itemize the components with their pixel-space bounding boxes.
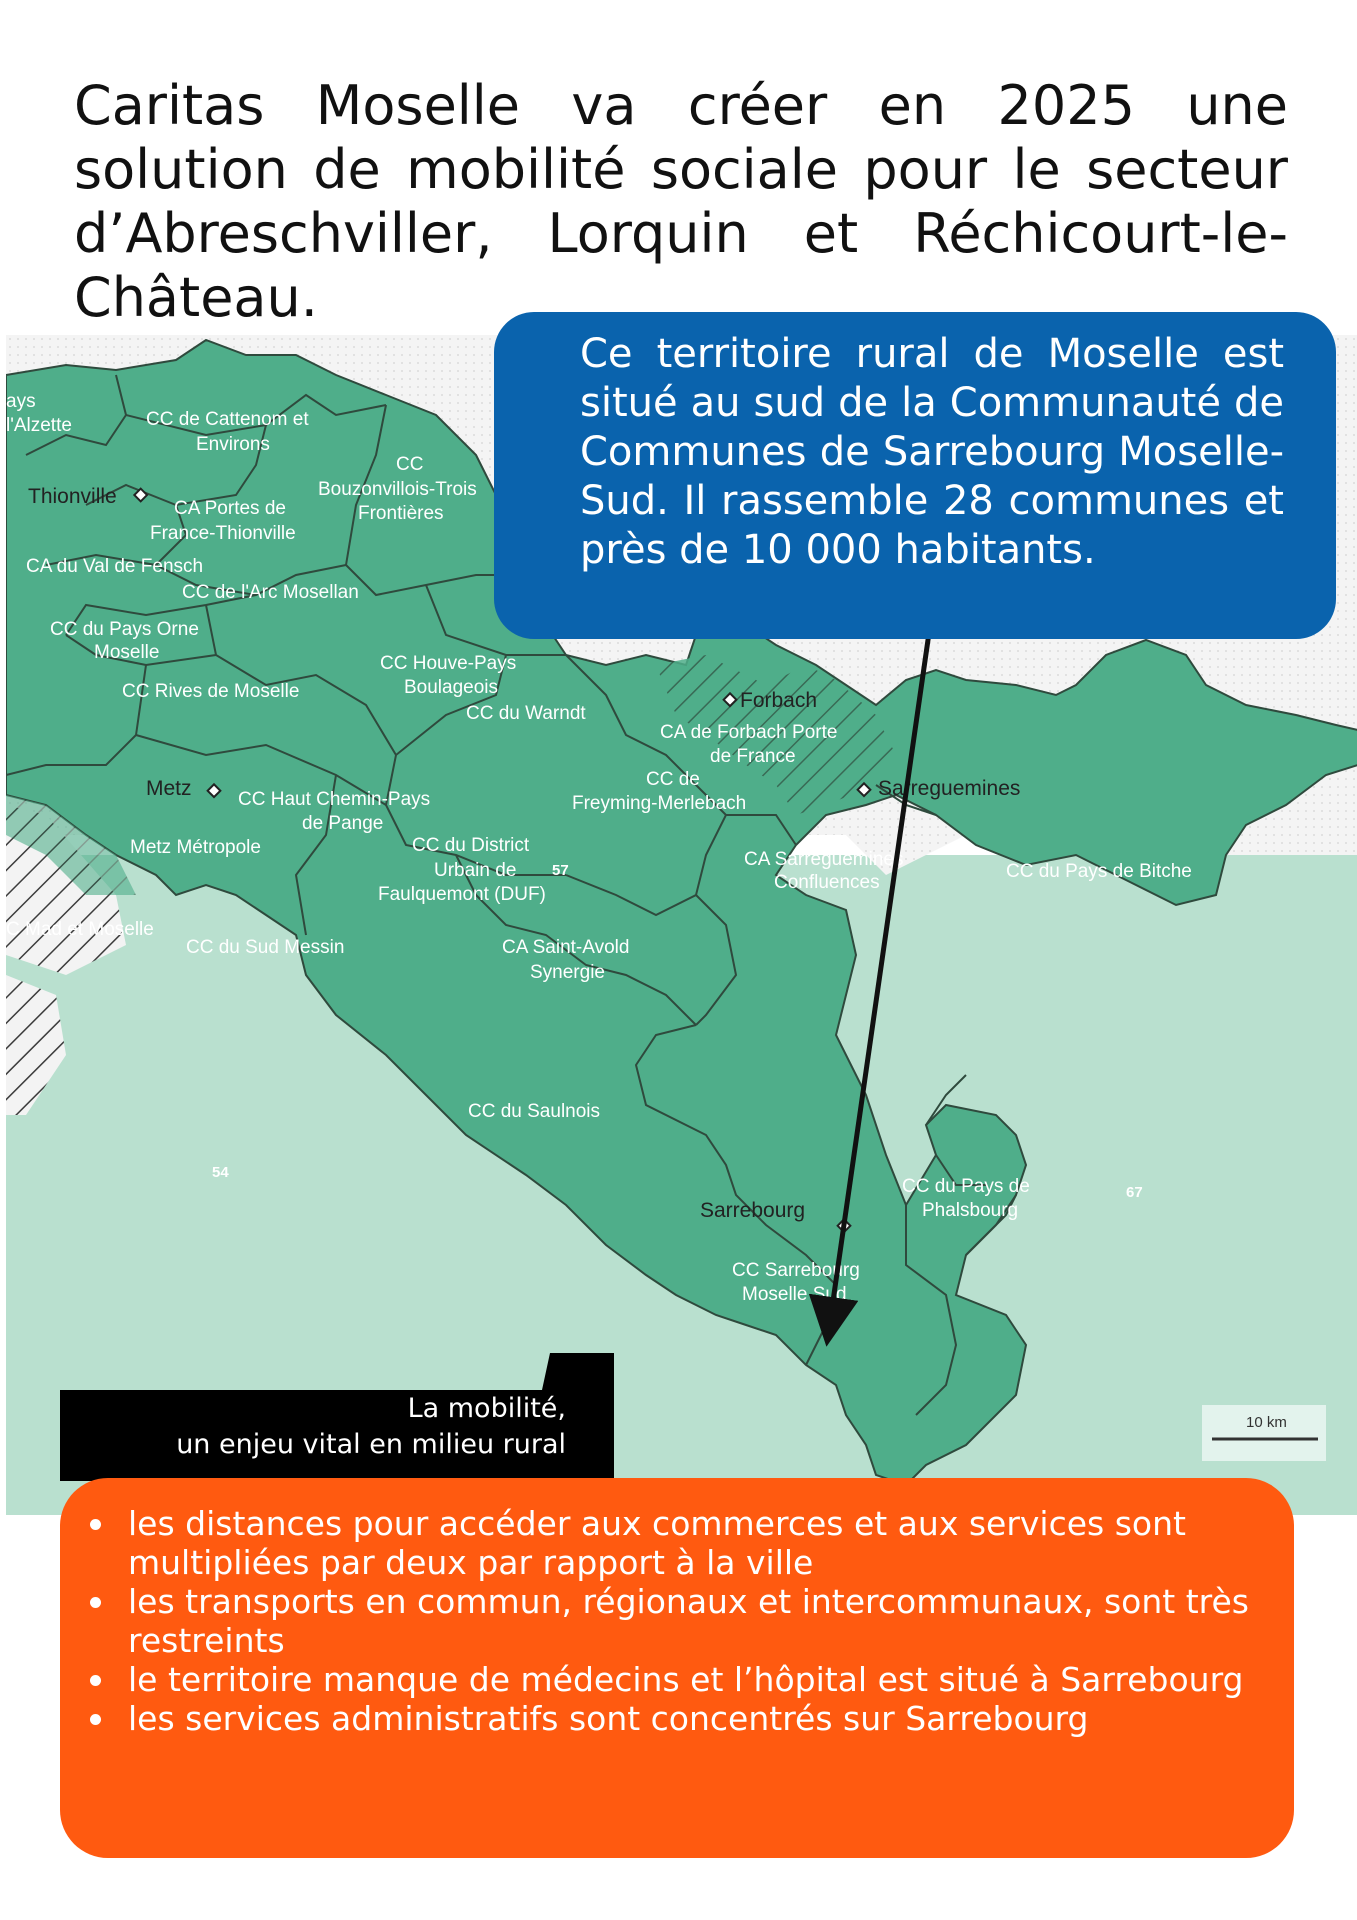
label-sarrebourg-ms-2: Moselle Sud [742,1284,847,1305]
issues-box [60,1478,1294,1858]
label-arc-mosellan: CC de l'Arc Mosellan [182,582,359,603]
issue-item [128,1660,1254,1699]
issue-text: le territoire manque de médecins et l’hôpital est situé à Sarrebourg [128,1660,1244,1699]
label-dep-54: 54 [212,1164,229,1181]
label-phalsbourg: CC du Pays de [902,1176,1030,1197]
label-metz-metropole: Metz Métropole [130,837,261,858]
label-pays-orne: CC du Pays Orne [50,619,199,640]
label-duf-2: Urbain de [434,860,517,881]
label-phalsbourg-2: Phalsbourg [922,1200,1019,1221]
label-portes-france-2: France-Thionville [150,523,296,544]
label-freyming-2: Freyming-Merlebach [572,793,747,814]
label-metz: Metz [146,777,192,800]
label-bouzonvillois-3: Frontières [358,503,444,524]
label-cattenom: CC de Cattenom et [146,409,309,430]
issue-item [128,1582,1254,1660]
label-bouzonvillois: CC [396,454,424,475]
banner-text [176,1391,566,1463]
label-houve: CC Houve-Pays [380,653,517,674]
label-bitche: CC du Pays de Bitche [1006,861,1192,882]
bullet-icon [90,1597,101,1608]
label-sud-messin: CC du Sud Messin [186,937,345,958]
label-haut-chemin: CC Haut Chemin-Pays [238,789,431,810]
label-sarrebourg: Sarrebourg [700,1199,806,1222]
label-saint-avold-2: Synergie [530,962,605,983]
bullet-icon [90,1519,101,1530]
label-saulnois: CC du Saulnois [468,1101,601,1122]
issue-item [128,1504,1254,1582]
label-pays-alzette-2: l'Alzette [6,415,72,436]
issue-text: les transports en commun, régionaux et intercommunaux, sont très restreints [128,1582,1249,1660]
label-duf-3: Faulquemont (DUF) [378,884,546,905]
label-cattenom-2: Environs [196,434,270,455]
headline: Caritas Moselle va créer en 2025 une solution de mobilité sociale pour le secteur d’Abreschviller, Lorquin et Réchicourt-le-Château. [74,74,1288,329]
label-duf: CC du District [412,835,530,856]
section-banner [60,1353,614,1481]
label-sarreguemines-conf-2: Confluences [774,872,880,893]
issue-text: les services administratifs sont concentrés sur Sarrebourg [128,1699,1089,1738]
label-saint-avold: CA Saint-Avold [502,937,630,958]
label-bouzonvillois-2: Bouzonvillois-Trois [318,479,477,500]
bullet-icon [90,1675,101,1686]
issues-list [128,1504,1254,1738]
label-rives-moselle: CC Rives de Moselle [122,681,300,702]
banner-line-2: un enjeu vital en milieu rural [176,1429,566,1460]
label-forbach: Forbach [740,689,818,712]
label-houve-2: Boulageois [404,677,499,698]
label-pays-alzette: ays [6,391,36,412]
label-haut-chemin-2: de Pange [302,813,384,834]
label-sarreguemines: Sarreguemines [878,777,1021,800]
issue-text: les distances pour accéder aux commerces et aux services sont multipliées par deux par rapport à la ville [128,1504,1186,1582]
label-thionville: Thionville [28,485,117,508]
label-sarreguemines-conf: CA Sarreguemines [744,849,904,870]
label-forbach-porte-2: de France [710,746,796,767]
info-callout [494,312,1336,639]
label-mad-moselle: C Mad et Moselle [6,919,154,940]
label-sarrebourg-ms: CC Sarrebourg [732,1260,860,1281]
label-portes-france: CA Portes de [174,498,286,519]
label-warndt: CC du Warndt [466,703,586,724]
label-pays-orne-2: Moselle [94,642,160,663]
callout-text: Ce territoire rural de Moselle est situé au sud de la Communauté de Communes de Sarrebourg Moselle-Sud. Il rassemble 28 communes et près de 10 000 habitants. [580,331,1284,573]
label-dep-57: 57 [552,862,569,879]
label-dep-67: 67 [1126,1184,1143,1201]
label-freyming: CC de [646,769,700,790]
bullet-icon [90,1714,101,1725]
banner-line-1: La mobilité, [407,1393,566,1424]
label-val-fensch: CA du Val de Fensch [26,556,204,577]
label-forbach-porte: CA de Forbach Porte [660,722,838,743]
arrow-line [830,626,930,1322]
scale-label: 10 km [1246,1414,1287,1431]
issue-item [128,1699,1254,1738]
